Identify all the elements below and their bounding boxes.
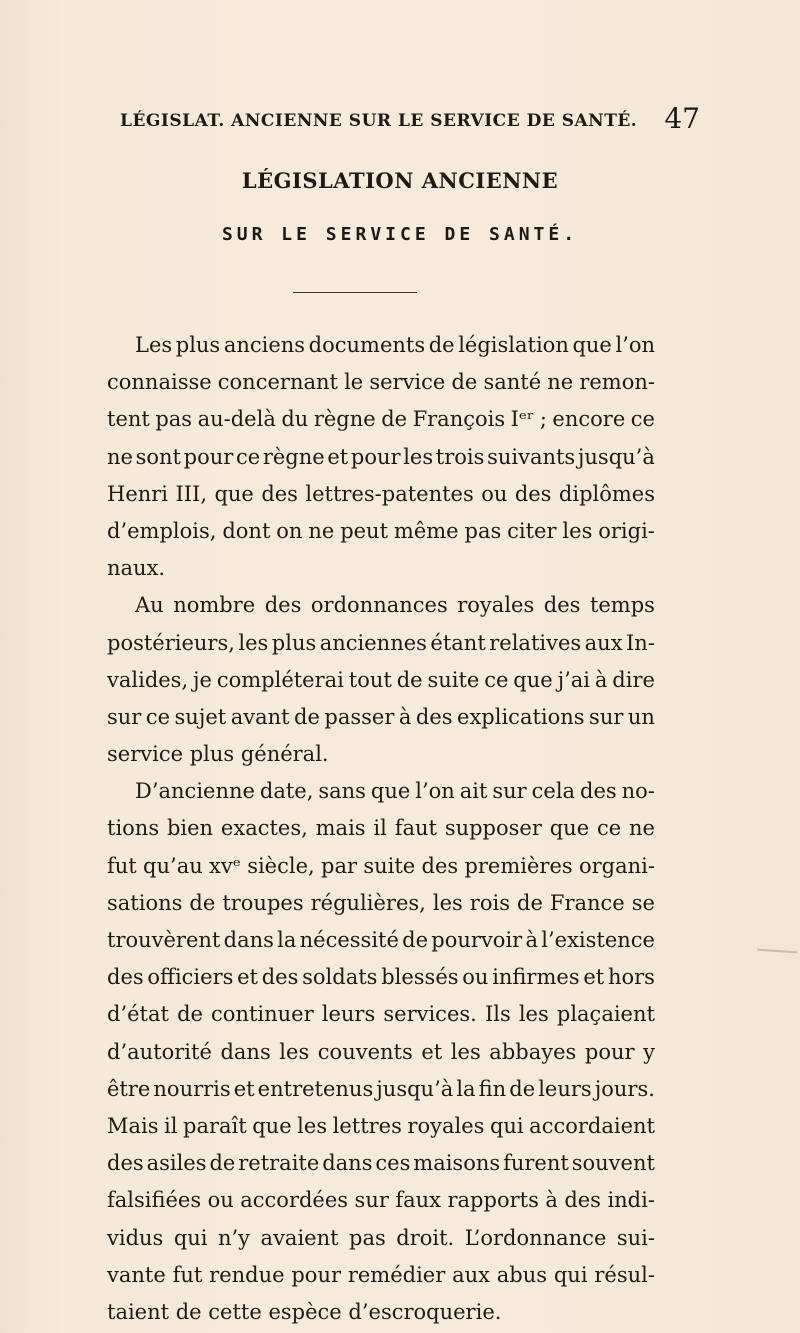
text-line: ne sont pour ce règne et pour les trois suivants jusqu’à xyxy=(107,444,655,469)
text-line: trouvèrent dans la nécessité de pourvoir à l’existence xyxy=(107,928,655,952)
text-line: d’autorité dans les couvents et les abbayes pour y xyxy=(107,1039,655,1064)
text-line: des asiles de retraite dans ces maisons furent souvent xyxy=(107,1151,655,1176)
text-line: falsifiées ou accordées sur faux rapports à des indi- xyxy=(107,1188,655,1213)
text-line: tions bien exactes, mais il faut supposer que ce ne xyxy=(107,816,655,841)
text-line: Les plus anciens documents de législation que l’on xyxy=(135,333,655,357)
text-line: taient de cette espèce d’escroquerie. xyxy=(107,1299,502,1324)
text-line: D’ancienne date, sans que l’on ait sur cela des no- xyxy=(135,779,655,804)
text-line: postérieurs, les plus anciennes étant relatives aux In- xyxy=(107,630,655,655)
text-line: fut qu’au xvᵉ siècle, par suite des premières organi- xyxy=(107,853,655,878)
running-title: LÉGISLAT. ANCIENNE SUR LE SERVICE DE SANTÉ. xyxy=(120,111,638,131)
page-number: 47 xyxy=(664,102,700,135)
text-line: être nourris et entretenus jusqu’à la fin de leurs jours. xyxy=(107,1076,655,1101)
text-line: valides, je compléterai tout de suite ce que j’ai à dire xyxy=(107,667,655,692)
text-line: Au nombre des ordonnances royales des temps xyxy=(135,593,655,618)
ink-smudge xyxy=(757,949,798,962)
text-line: des officiers et des soldats blessés ou infirmes et hors xyxy=(107,965,655,990)
title-rule xyxy=(293,292,417,293)
chapter-title: LÉGISLATION ANCIENNE xyxy=(241,168,559,193)
text-line: sur ce sujet avant de passer à des explications sur un xyxy=(107,704,655,729)
running-head xyxy=(120,100,700,133)
text-line: naux. xyxy=(107,556,166,581)
text-line: tent pas au-delà du règne de François Iᵉʳ ; encore ce xyxy=(107,407,655,432)
text-line: Mais il paraît que les lettres royales qui accordaient xyxy=(107,1113,655,1138)
text-line: d’état de continuer leurs services. Ils les plaçaient xyxy=(107,1002,655,1027)
text-line: vante fut rendue pour remédier aux abus qui résul- xyxy=(107,1262,655,1287)
text-line: service plus général. xyxy=(107,742,329,767)
text-line: d’emplois, dont on ne peut même pas citer les origi- xyxy=(107,518,655,543)
text-line: vidus qui n’y avaient pas droit. L’ordonnance sui- xyxy=(107,1225,655,1250)
text-line: sations de troupes régulières, les rois de France se xyxy=(107,890,655,915)
chapter-subtitle: SUR LE SERVICE DE SANTÉ. xyxy=(221,224,579,245)
text-line: connaisse concernant le service de santé ne remon- xyxy=(107,370,655,395)
text-line: Henri III, que des lettres-patentes ou des diplômes xyxy=(107,481,655,506)
body-text xyxy=(107,327,655,1331)
